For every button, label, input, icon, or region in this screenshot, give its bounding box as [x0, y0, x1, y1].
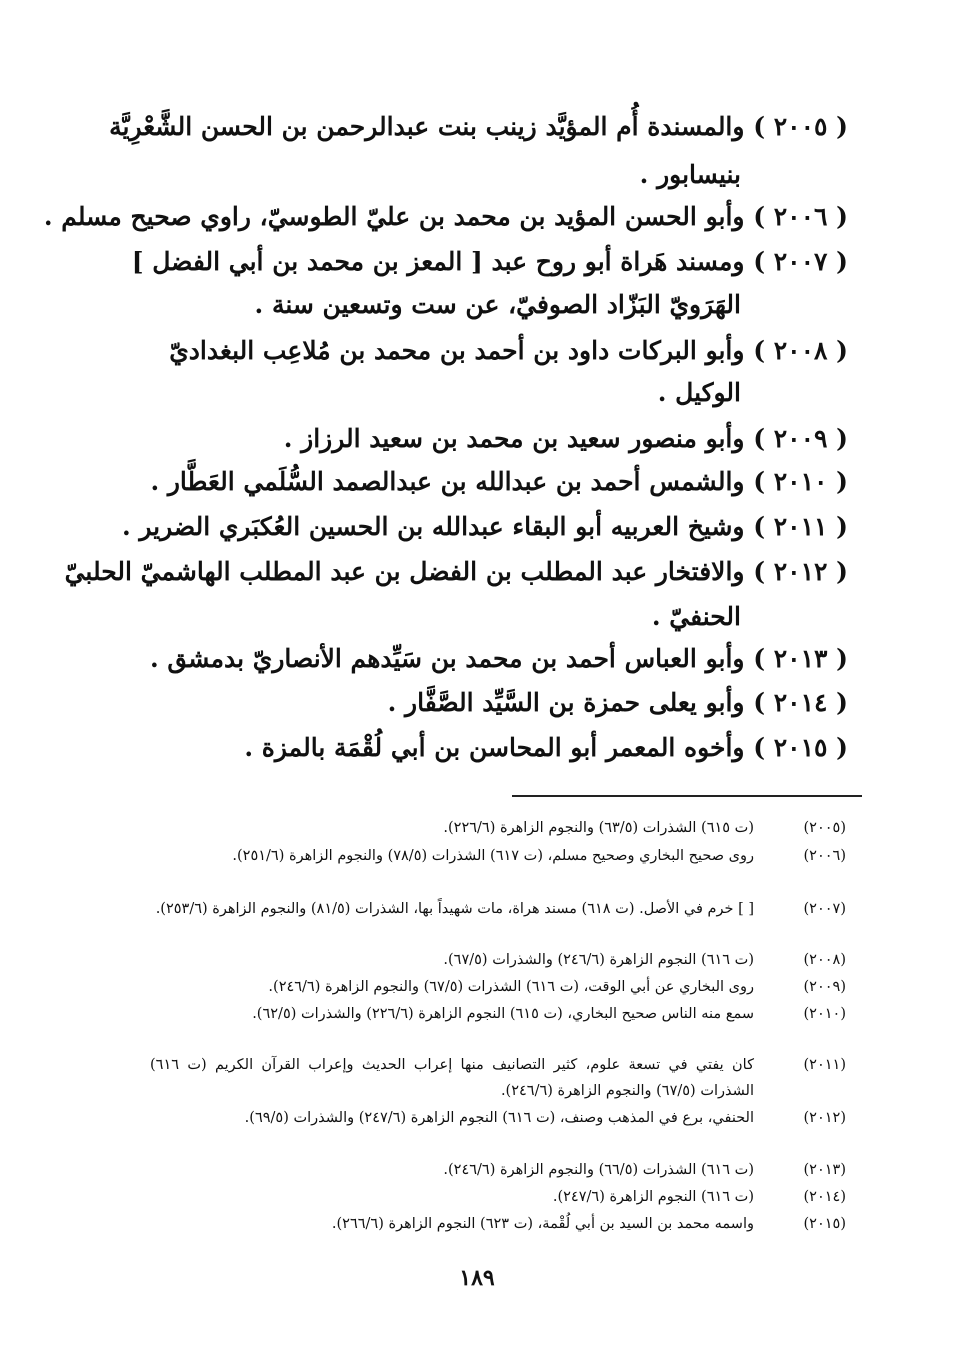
entry-text: وأخوه المعمر أبو المحاسن بن أبي لُقْمَة بالمزة . [244, 733, 745, 762]
footnote-text: روى صحيح البخاري وصحيح مسلم، (ت ٦١٧) الشذرات (٧٨/٥) والنجوم الزاهرة (٢٥١/٦). [232, 848, 754, 864]
footnote-2012 [150, 1105, 846, 1131]
entry-2008 [150, 334, 848, 368]
footnote-number: (٢٠٠٧) [803, 901, 846, 917]
entry-2009 [150, 422, 848, 456]
entry-number: ( ٢٠٠٦ ) [753, 202, 848, 231]
footnote-2013 [150, 1157, 846, 1183]
entry-2011 [121, 510, 848, 544]
footnote-text: (ت ٦١٦) الشذرات (٦٦/٥) والنجوم الزاهرة (٢٤٦/٦). [443, 1162, 754, 1178]
entry-text: والشمس أحمد بن عبدالله بن عبدالصمد السُّلَمي العَطَّار . [150, 467, 745, 496]
footnote-number: (٢٠٠٥) [803, 820, 846, 836]
footnote-text: الحنفي، برع في المذهب وصنف، (ت ٦١٦) النجوم الزاهرة (٢٤٧/٦) والشذرات (٦٩/٥). [244, 1110, 754, 1126]
entry-number: ( ٢٠٠٥ ) [753, 112, 848, 141]
entry-number: ( ٢٠٠٧ ) [753, 247, 848, 276]
page-number: ١٨٩ [459, 1265, 495, 1291]
entry-text: وأبو منصور سعيد بن محمد بن سعيد الرزاز . [283, 424, 745, 453]
entry-2010 [150, 465, 848, 499]
entry-2013 [150, 642, 848, 676]
footnote-number: (٢٠١١) [803, 1057, 846, 1073]
entry-text: والافتخار عبد المطلب بن الفضل بن عبد المطلب الهاشميّ الحلبيّ [64, 557, 745, 586]
footnote-2007 [150, 896, 846, 922]
entry-number: ( ٢٠١٥ ) [753, 733, 848, 762]
entry-2012 [64, 555, 848, 589]
footnote-number: (٢٠١٣) [803, 1162, 846, 1178]
entry-text: وأبو العباس أحمد بن محمد بن سَيِّدهم الأنصاريّ بدمشق . [150, 644, 745, 673]
footnote-text: واسمه محمد بن السيد بن أبي لُقْمة، (ت ٦٢٣) النجوم الزاهرة (٢٦٦/٦). [331, 1216, 754, 1232]
entry-number: ( ٢٠١١ ) [753, 512, 848, 541]
footnote-2006 [150, 843, 846, 869]
footnote-text: (ت ٦١٦) النجوم الزاهرة (٢٤٧/٦). [552, 1189, 754, 1205]
footnote-2009 [150, 974, 846, 1000]
footnote-text: [ ] خرم في الأصل. (ت ٦١٨) مسند هراة، مات شهيداً بها، الشذرات (٨١/٥) والنجوم الزاهرة (٢٥٣/٦). [155, 901, 754, 917]
footnote-number: (٢٠٠٨) [803, 952, 846, 968]
footnote-2015 [150, 1211, 846, 1237]
footnote-text: روى البخاري عن أبي الوقت، (ت ٦١٦) الشذرات (٦٧/٥) والنجوم الزاهرة (٢٤٦/٦). [268, 979, 754, 995]
footnote-text: كان يفتي في تسعة علوم، كثير التصانيف منها إعراب الحديث وإعراب القرآن الكريم (ت ٦١٦) الشذرات (٦٧/٥) والنجوم الزاهرة (٢٤٦/٦). [150, 1057, 754, 1099]
entry-number: ( ٢٠١٤ ) [753, 688, 848, 717]
footnote-2005 [150, 815, 846, 841]
footnote-text: سمع منه الناس صحيح البخاري، (ت ٦١٥) النجوم الزاهرة (٢٢٦/٦) والشذرات (٦٢/٥). [252, 1006, 754, 1022]
footnote-text: (ت ٦١٦) النجوم الزاهرة (٢٤٦/٦) والشذرات (٦٧/٥). [443, 952, 754, 968]
footnote-2014 [150, 1184, 846, 1210]
footnote-number: (٢٠١٥) [803, 1216, 846, 1232]
entry-2005 [109, 110, 848, 144]
entry-2006 [43, 200, 848, 234]
entry-continuation: بنيسابور . [639, 160, 741, 189]
footnote-number: (٢٠٠٩) [803, 979, 846, 995]
entry-continuation: الوكيل . [657, 378, 741, 407]
footnote-number: (٢٠١٤) [803, 1189, 846, 1205]
footnote-number: (٢٠٠٦) [803, 848, 846, 864]
footnote-2008 [150, 947, 846, 973]
footnote-text: (ت ٦١٥) الشذرات (٦٣/٥) والنجوم الزاهرة (٢٢٦/٦). [443, 820, 754, 836]
entry-number: ( ٢٠١٣ ) [753, 644, 848, 673]
entry-continuation: الهَرَويّ البَزّاد الصوفيّ، عن ست وتسعين سنة . [254, 290, 741, 319]
entry-text: وأبو الحسن المؤيد بن محمد بن عليّ الطوسيّ، راوي صحيح مسلم . [43, 202, 745, 231]
entry-text: ومسند هَراة أبو روح عبد [ المعز بن محمد بن أبي الفضل ] [131, 247, 745, 276]
entry-continuation: الحنفيّ . [651, 602, 741, 631]
entry-text: وأبو البركات داود بن أحمد بن محمد بن مُلاعِب البغداديّ [169, 336, 745, 365]
footnote-number: (٢٠١٢) [803, 1110, 846, 1126]
entry-number: ( ٢٠١٢ ) [753, 557, 848, 586]
entry-2007 [131, 245, 848, 279]
entry-2015 [150, 731, 848, 765]
entry-number: ( ٢٠٠٨ ) [753, 336, 848, 365]
footnote-2011 [150, 1052, 846, 1104]
entry-text: وشيخ العربيه أبو البقاء عبدالله بن الحسين العُكبَري الضرير . [121, 512, 745, 541]
entry-number: ( ٢٠١٠ ) [753, 467, 848, 496]
entry-2014 [150, 686, 848, 720]
entry-text: والمسندة أُم المؤيَّد زينب بنت عبدالرحمن بن الحسن الشَّعْرِيَّة [109, 112, 745, 141]
entry-number: ( ٢٠٠٩ ) [753, 424, 848, 453]
footnote-2010 [150, 1001, 846, 1027]
footnote-number: (٢٠١٠) [803, 1006, 846, 1022]
entry-text: وأبو يعلى حمزة بن السَّيِّد الصَّفَّار . [387, 688, 745, 717]
footnote-separator [512, 795, 862, 797]
